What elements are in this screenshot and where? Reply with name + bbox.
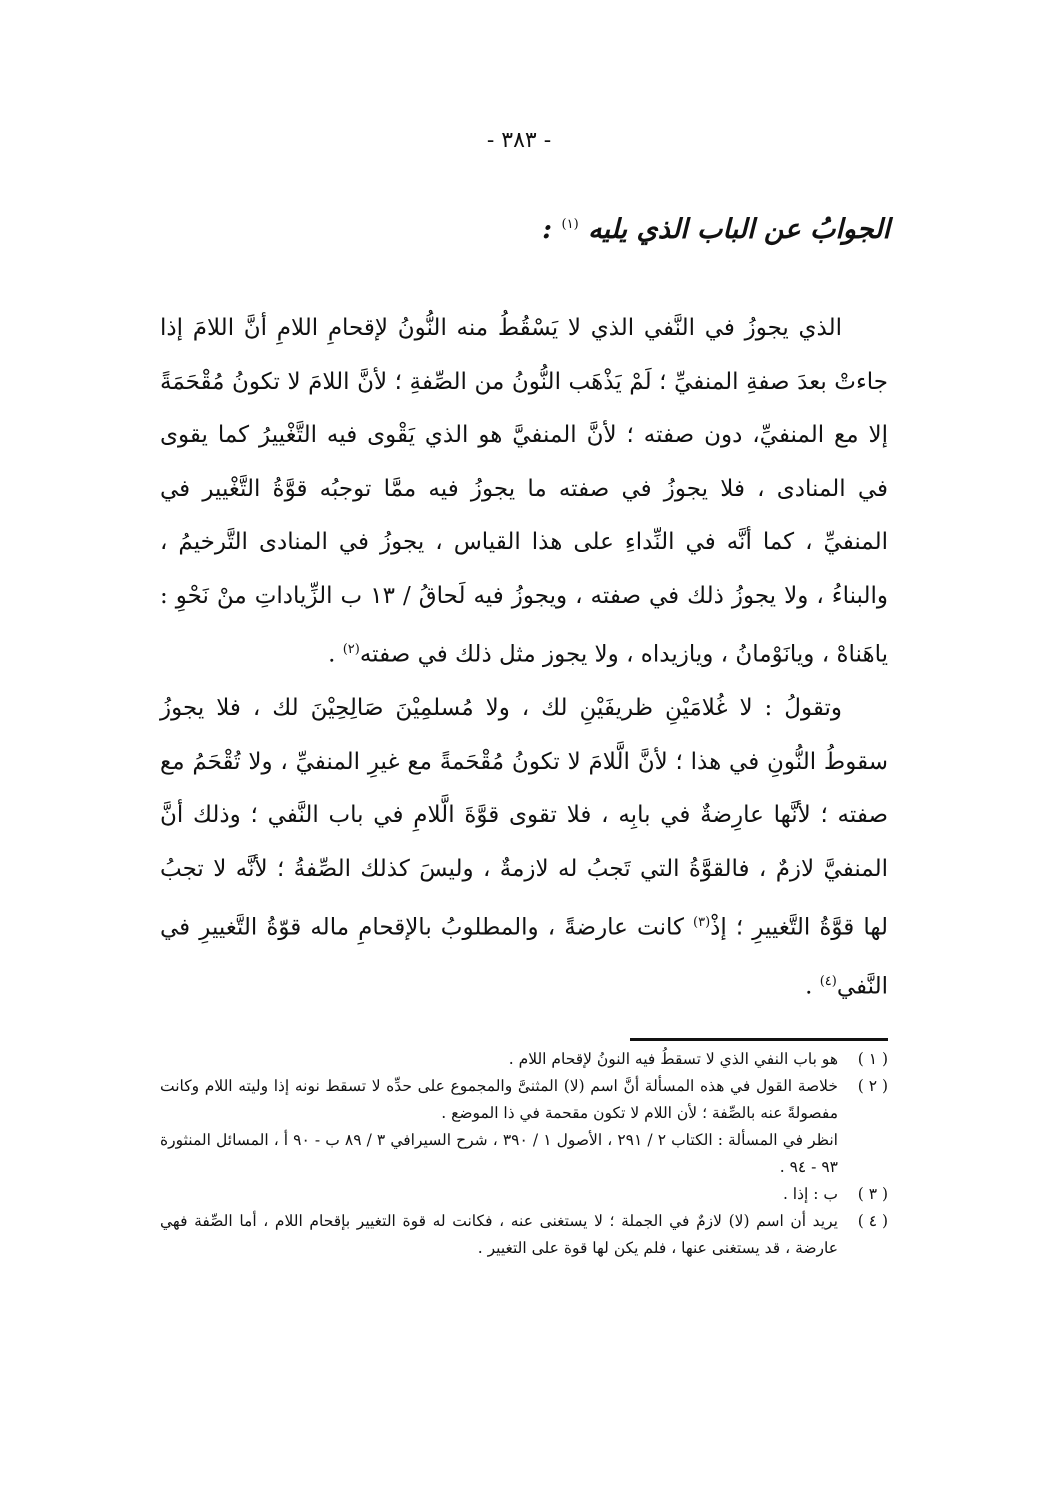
paragraph-1-text: الذي يجوزُ في النَّفي الذي لا يَسْقُطُ منه النُّونُ لإقحامِ اللامِ أنَّ اللامَ إذا جاءتْ بعدَ صفةِ المنفيِّ ؛ لَمْ يَذْهَب النُّونُ من الصِّفةِ ؛ لأنَّ اللامَ لا تكونُ مُقْحَمَةً إلا مع المنفيِّ، دون صفته ؛ لأنَّ المنفيَّ هو الذي يَقْوى فيه التَّغْييرُ كما يقوى في المنادى ، فلا يجوزُ في صفته ما يجوزُ فيه ممَّا توجبُه قوَّةُ التَّغْيير في المنفيِّ ، كما أنَّه في النِّداءِ على هذا القياس ، يجوزُ في المنادى التَّرخيمُ ، والبناءُ ، ولا يجوزُ ذلك في صفته ، ويجوزُ فيه لَحاقُ / ١٣ ب الزِّياداتِ منْ نَحْوِ : ياهَناهْ ، ويانَوْمانُ ، ويازيداه ، ولا يجوز مثل ذلك في صفته <box>160 315 888 668</box>
heading-footnote-ref: (١) <box>561 217 579 232</box>
footnote-text: هو باب النفي الذي لا تسقطُ فيه النونُ لإقحام اللام . <box>508 1050 838 1068</box>
paragraph-1-end: . <box>328 641 343 668</box>
footnote-number: ( ٤ ) <box>857 1212 888 1230</box>
footnote-ref-2: (٢) <box>342 642 360 657</box>
section-heading <box>542 214 890 245</box>
footnote-divider <box>630 1038 888 1041</box>
footnote-4 <box>160 1208 888 1262</box>
page-number: - ٣٨٣ - <box>486 128 552 153</box>
paragraph-1 <box>160 302 888 682</box>
paragraph-2-text: وتقولُ : لا غُلامَيْنِ ظريفَيْنِ لك ، ولا مُسلمِيْنَ صَالِحِيْنَ لك ، فلا يجوزُ سقوطُ النُّونِ في هذا ؛ لأنَّ الَّلامَ لا تكونُ مُقْحَمةً مع غيرِ المنفيِّ ، ولا تُقْحَمُ مع صفته ؛ لأنَّها عارِضةٌ في بابِه ، فلا تقوى قوَّةَ الَّلامِ في باب النَّفي ؛ وذلك أنَّ المنفيَّ لازمٌ ، فالقوَّةُ التي تَجبُ له لازمةٌ ، وليسَ كذلك الصِّفةُ ؛ لأنَّه لا تجبُ لها قوَّةُ التَّغييرِ ؛ إذْ <box>160 695 888 941</box>
footnote-number: ( ٣ ) <box>857 1185 888 1203</box>
footnote-ref-3: (٣) <box>693 915 711 931</box>
footnote-2 <box>160 1073 888 1127</box>
heading-text: الجوابُ عن الباب الذي يليه <box>588 214 890 245</box>
footnote-number: ( ٢ ) <box>857 1077 888 1095</box>
footnote-1 <box>160 1046 888 1073</box>
paragraph-2 <box>160 682 888 1014</box>
footnote-3 <box>160 1181 888 1208</box>
footnotes <box>160 1046 888 1262</box>
footnote-text: خلاصة القول في هذه المسألة أنَّ اسم (لا) المثنىَّ والمجموع على حدِّه لا تسقط نونه إذا وليته اللام وكانت مفصولةً عنه بالصِّفة ؛ لأن اللام لا تكون مقحمة في ذا الموضع . <box>160 1077 838 1122</box>
footnote-2-sources: انظر في المسألة : الكتاب ٢ / ٢٩١ ، الأصول ١ / ٣٩٠ ، شرح السيرافي ٣ / ٨٩ ب - ٩٠ أ ، المسائل المنثورة ٩٣ - ٩٤ . <box>160 1131 838 1176</box>
footnote-number: ( ١ ) <box>857 1050 888 1068</box>
footnote-ref-4: (٤) <box>819 974 837 990</box>
paragraph-2-cont: كانت عارضةً ، والمطلوبُ بالإقحامِ ماله قوّةُ التَّغييرِ في النَّفي <box>160 914 888 1000</box>
heading-colon: : <box>542 214 553 245</box>
main-text <box>160 302 888 1014</box>
paragraph-2-end: . <box>805 973 820 1000</box>
footnote-text: يريد أن اسم (لا) لازمٌ في الجملة ؛ لا يستغنى عنه ، فكانت له قوة التغيير بإقحام اللام ، أما الصِّفة فهي عارضة ، قد يستغنى عنها ، فلم يكن لها قوة على التغيير . <box>160 1212 838 1257</box>
footnote-text: ب : إذا . <box>782 1185 838 1203</box>
